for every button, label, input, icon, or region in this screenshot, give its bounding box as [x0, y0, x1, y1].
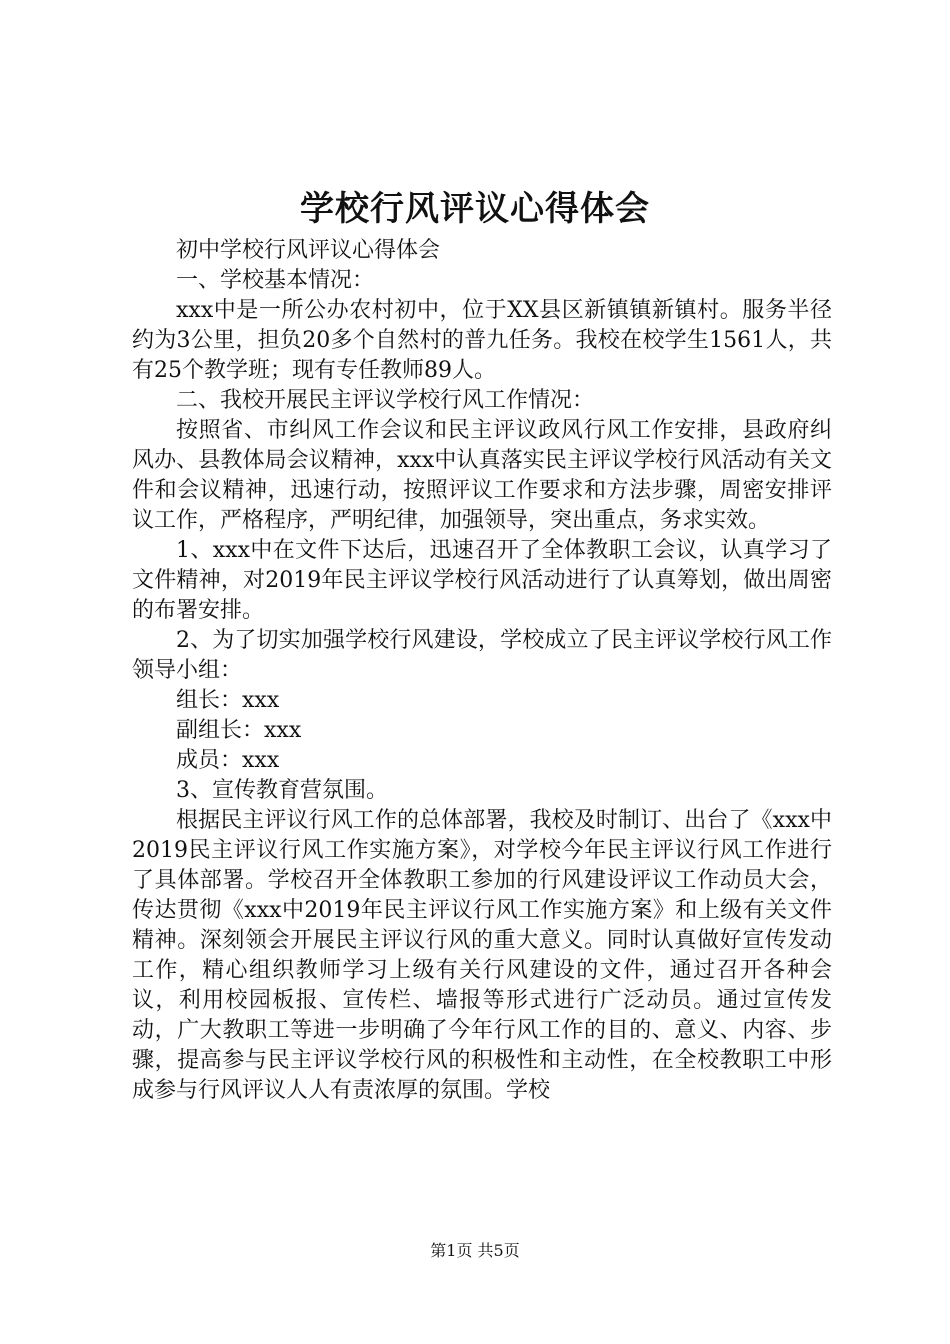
paragraph-item-1: 1、xxx中在文件下达后，迅速召开了全体教职工会议，认真学习了文件精神，对2019年民主评议学校行风活动进行了认真筹划，做出周密的布署安排。	[132, 538, 832, 623]
paragraph-section-2-heading: 二、我校开展民主评议学校行风工作情况：	[176, 388, 595, 413]
document-title: 学校行风评议心得体会	[300, 189, 650, 229]
paragraph-arrangement: 按照省、市纠风工作会议和民主评议政风行风工作安排，县政府纠风办、县教体局会议精神，xxx中认真落实民主评议学校行风活动有关文件和会议精神，迅速行动，按照评议工作要求和方法步骤，周密安排评议工作，严格程序，严明纪律，加强领导，突出重点，务求实效。	[132, 418, 832, 533]
page-footer: 第1页 共5页	[430, 1241, 520, 1260]
paragraph-members: 成员：xxx	[176, 748, 280, 773]
paragraph-school-info: xxx中是一所公办农村初中，位于XX县区新镇镇新镇村。服务半径约为3公里，担负20多个自然村的普九任务。我校在校学生1561人，共有25个教学班；现有专任教师89人。	[132, 298, 832, 383]
paragraph-deployment: 根据民主评议行风工作的总体部署，我校及时制订、出台了《xxx中2019民主评议行风工作实施方案》，对学校今年民主评议行风工作进行了具体部署。学校召开全体教职工参加的行风建设评议工作动员大会，传达贯彻《xxx中2019年民主评议行风工作实施方案》和上级有关文件精神。深刻领会开展民主评议行风的重大意义。同时认真做好宣传发动工作，精心组织教师学习上级有关行风建设的文件，通过召开各种会议，利用校园板报、宣传栏、墙报等形式进行广泛动员。通过宣传发动，广大教职工等进一步明确了今年行风工作的目的、意义、内容、步骤，提高参与民主评议学校行风的积极性和主动性，在全校教职工中形成参与行风评议人人有责浓厚的氛围。学校	[132, 808, 832, 1103]
paragraph-item-3: 3、宣传教育营氛围。	[176, 778, 388, 803]
paragraph-subtitle: 初中学校行风评议心得体会	[176, 238, 441, 263]
paragraph-deputy-leader: 副组长：xxx	[176, 718, 302, 743]
paragraph-section-1-heading: 一、学校基本情况：	[176, 268, 375, 293]
paragraph-item-2: 2、为了切实加强学校行风建设，学校成立了民主评议学校行风工作领导小组：	[132, 628, 832, 683]
document-body	[132, 236, 832, 1106]
paragraph-group-leader: 组长：xxx	[176, 688, 280, 713]
